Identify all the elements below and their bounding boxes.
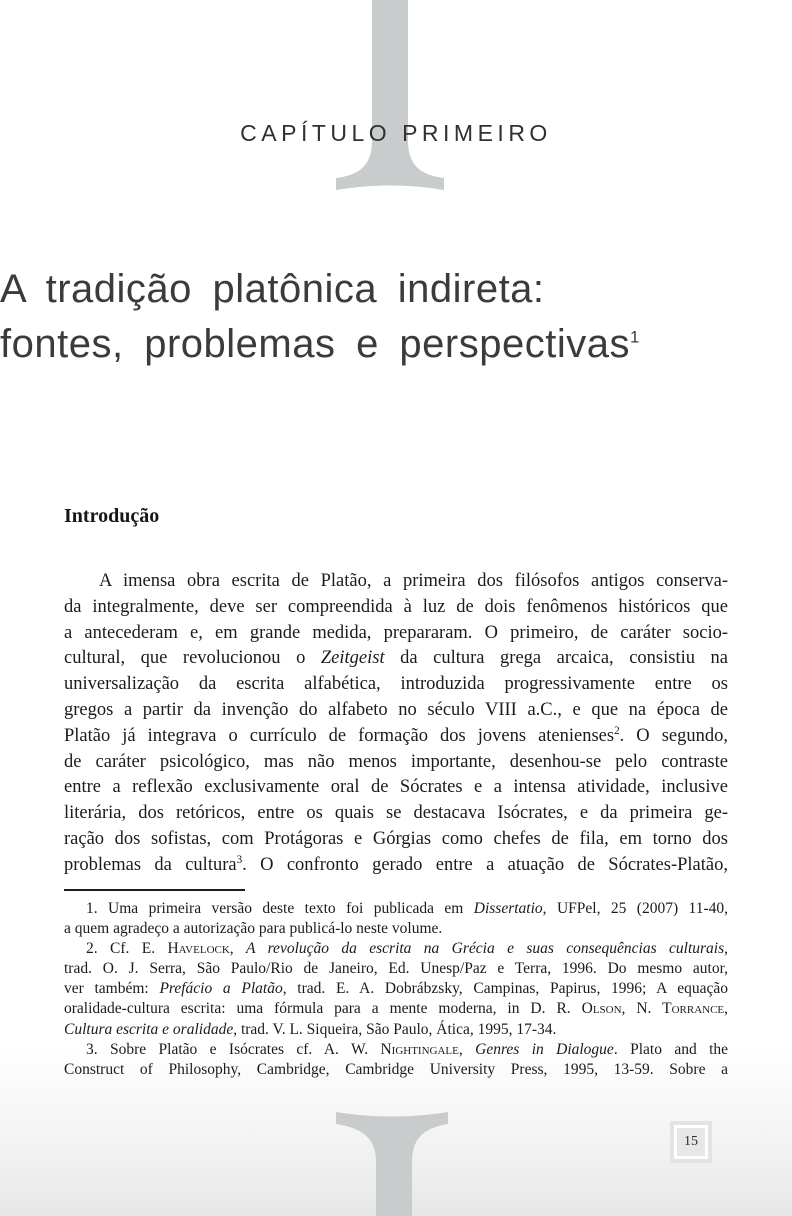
text-run: da integralmente, deve ser compreendida à luz de dois fenômenos históricos que <box>64 596 728 617</box>
text-run: orrance <box>671 1000 725 1018</box>
page-number: 15 <box>677 1128 705 1156</box>
text-line <box>64 979 728 999</box>
text-run: . Plato and the <box>613 1040 729 1058</box>
text-run: trad. O. J. Serra, São Paulo/Rio de Janeiro, Ed. Unesp/Paz e Terra, 1996. Do mesmo autor, <box>64 960 728 978</box>
footnote-reference: 3 <box>236 853 243 866</box>
text-line <box>64 801 728 827</box>
chapter-numeral-bottom-graphic <box>336 1110 448 1216</box>
text-run: 3. Sobre Platão e Isócrates cf. A. W. N <box>86 1040 392 1058</box>
text-run: fontes, problemas e perspectivas <box>0 322 630 366</box>
text-line <box>64 569 728 595</box>
text-run: , trad. E. A. Dobrábzsky, Campinas, Papirus, 1996; A equação <box>282 980 728 998</box>
text-line <box>64 999 728 1019</box>
text-run: universalização da escrita alfabética, introduzida progressivamente entre os <box>64 674 728 695</box>
text-line <box>64 1060 728 1080</box>
text-run: entre a reflexão exclusivamente oral de Sócrates e a intensa atividade, inclusive <box>64 777 728 798</box>
section-heading: Introdução <box>64 505 160 527</box>
chapter-heading: CAPÍTULO PRIMEIRO <box>240 120 552 146</box>
text-run: Zeitgeist <box>320 648 385 669</box>
text-line <box>64 959 728 979</box>
footnote-separator <box>64 889 245 891</box>
text-run: Platão já integrava o currículo de formação dos jovens atenienses <box>64 725 615 746</box>
text-run: . O confronto gerado entre a atuação de Sócrates-Platão, <box>242 854 728 875</box>
text-run: 1. Uma primeira versão deste texto foi publicada em <box>86 900 474 917</box>
text-line <box>64 919 728 939</box>
text-run: , N. T <box>621 1000 672 1018</box>
text-run: , <box>724 940 729 958</box>
text-run: cultural, que revolucionou o <box>64 648 321 669</box>
text-run: A imensa obra escrita de Platão, a primeira dos filósofos antigos conserva- <box>99 571 728 591</box>
text-line <box>64 595 728 621</box>
text-run: gregos a partir da invenção do alfabeto no século VIII a.C., e que na época de <box>64 699 728 720</box>
chapter-title <box>0 262 792 372</box>
footnote-1 <box>64 899 728 939</box>
footnotes-block <box>64 899 728 1080</box>
text-line <box>64 698 728 724</box>
body-paragraph <box>64 569 728 879</box>
text-run: lson <box>592 1000 622 1018</box>
text-run: , UFPel, 25 (2007) 11-40, <box>542 900 728 917</box>
text-run: de caráter psicológico, mas não menos importante, desenhou-se pelo contraste <box>64 751 728 772</box>
text-line <box>64 853 728 879</box>
text-run: avelock <box>178 940 230 958</box>
text-line <box>64 939 728 959</box>
text-line <box>64 724 728 750</box>
text-run: ração dos sofistas, com Protágoras e Górgias como chefes de fila, em torno dos <box>64 828 728 849</box>
text-line <box>64 646 728 672</box>
page-number-box <box>670 1121 712 1163</box>
text-run: literária, dos retóricos, entre os quais se destacava Isócrates, e da primeira ge- <box>64 803 728 824</box>
numeral-one-bottom-shape <box>336 1112 448 1216</box>
text-run: ightingale <box>391 1040 459 1058</box>
chapter-numeral-top-graphic <box>336 0 444 196</box>
text-line <box>64 750 728 776</box>
text-run: A tradição platônica indireta: <box>0 267 545 311</box>
text-line <box>64 672 728 698</box>
text-line <box>64 827 728 853</box>
text-run: , <box>229 940 247 958</box>
numeral-one-top-shape <box>336 0 444 190</box>
text-run: 2. Cf. E. H <box>86 940 179 958</box>
text-line <box>64 775 728 801</box>
text-line <box>0 317 792 372</box>
text-run: oralidade-cultura escrita: uma fórmula para a mente moderna, in D. R. O <box>64 1000 593 1018</box>
footnote-reference: 2 <box>614 724 620 737</box>
footnote-reference: 1 <box>629 327 640 347</box>
text-run: , <box>724 1000 729 1018</box>
text-run: Dissertatio <box>473 900 543 917</box>
text-run: , trad. V. L. Siqueira, São Paulo, Ática, 1995, 17-34. <box>233 1020 557 1038</box>
text-line <box>64 1020 728 1040</box>
text-run: Cultura escrita e oralidade <box>64 1020 234 1038</box>
text-run: a antecederam e, em grande medida, prepararam. O primeiro, de caráter socio- <box>64 622 728 643</box>
text-run: Prefácio a Platão <box>159 980 283 998</box>
footnote-3 <box>64 1040 728 1080</box>
text-run: . O segundo, <box>619 725 728 746</box>
text-run: ver também: <box>64 980 160 998</box>
text-run: Genres in Dialogue <box>475 1040 614 1058</box>
text-run: , <box>458 1040 476 1058</box>
text-run: A revolução da escrita na Grécia e suas consequências culturais <box>246 940 725 958</box>
footnote-2 <box>64 939 728 1039</box>
text-line <box>64 899 728 919</box>
text-line <box>64 621 728 647</box>
text-line <box>64 1040 728 1060</box>
text-run: da cultura grega arcaica, consistiu na <box>384 648 728 669</box>
text-line <box>0 262 792 317</box>
text-run: Construct of Philosophy, Cambridge, Cambridge University Press, 1995, 13-59. Sobre a <box>64 1060 728 1078</box>
text-run: problemas da cultura <box>64 854 237 875</box>
text-run: a quem agradeço a autorização para publicá-lo neste volume. <box>64 920 443 938</box>
